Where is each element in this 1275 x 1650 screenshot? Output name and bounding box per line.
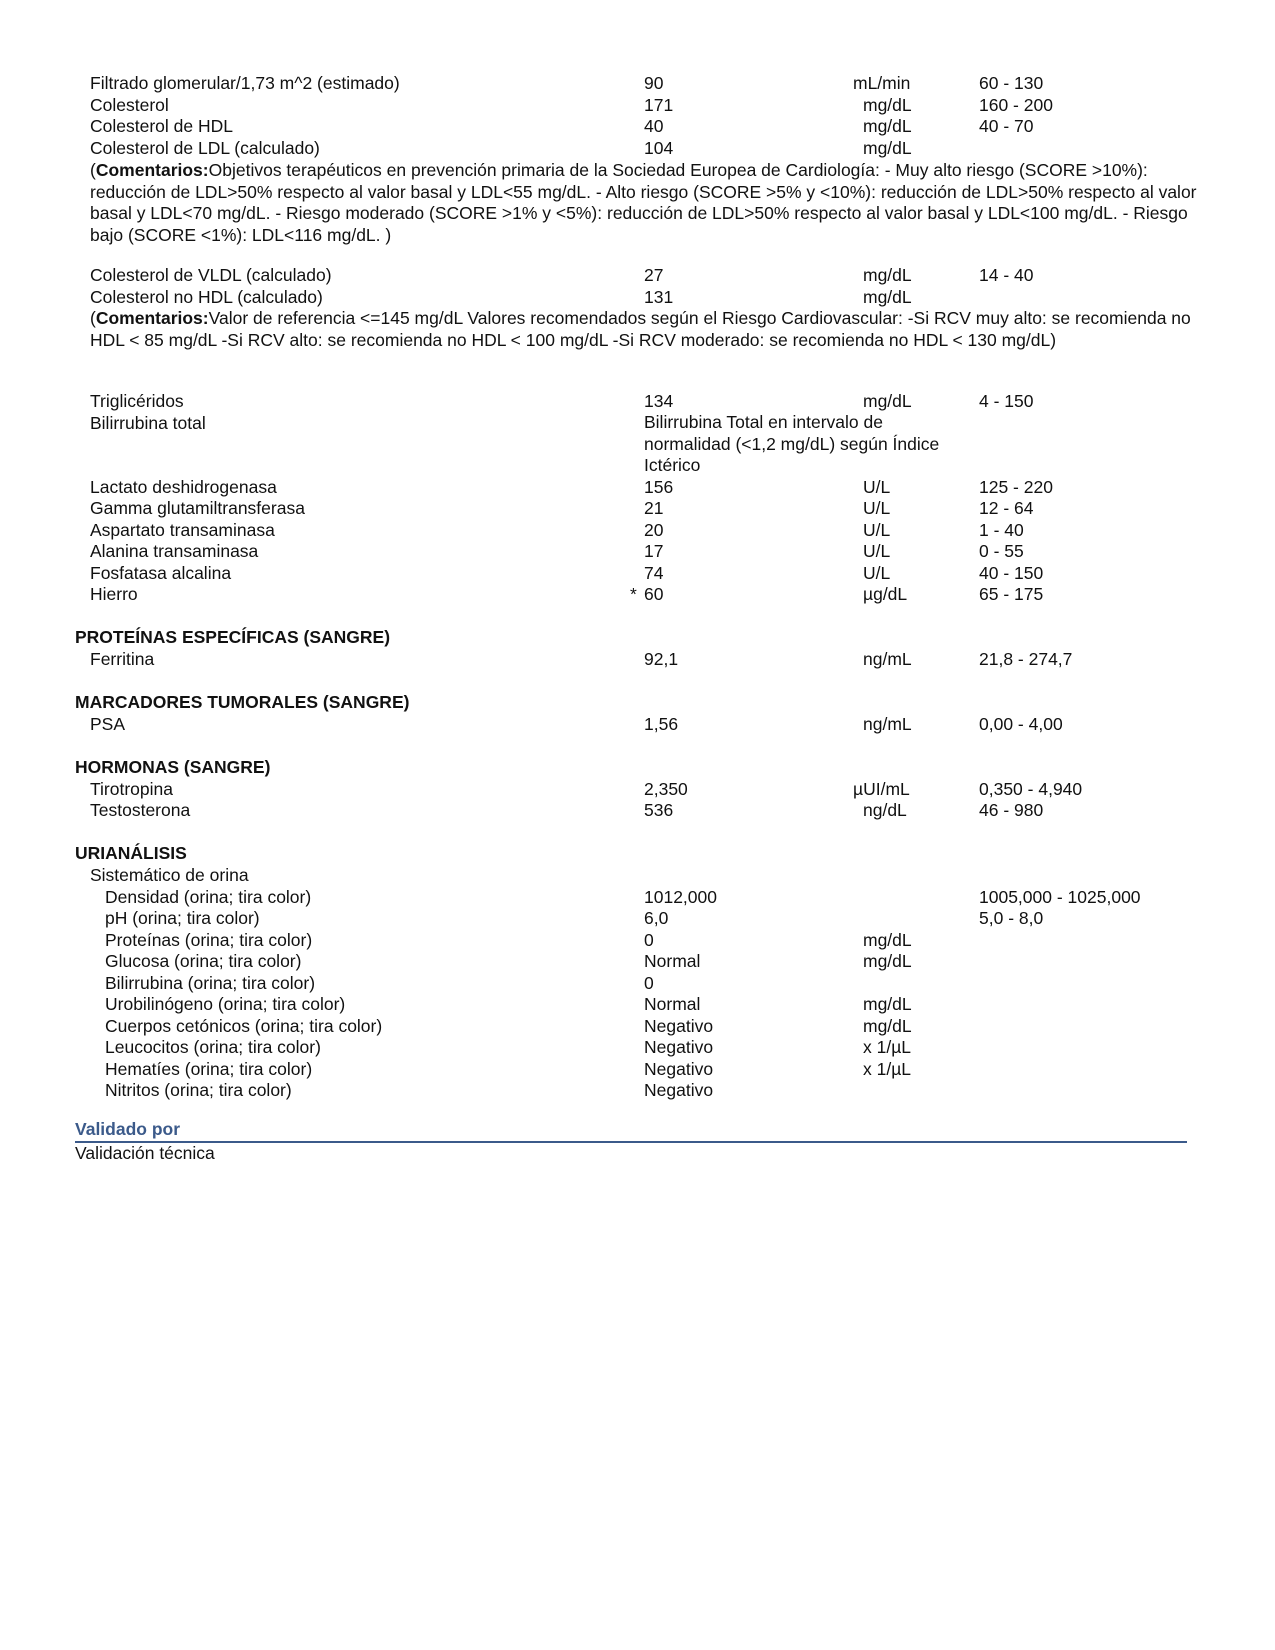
test-value: 131 xyxy=(644,287,674,307)
test-name: Colesterol de LDL (calculado) xyxy=(90,138,320,158)
test-name: Alanina transaminasa xyxy=(90,541,259,561)
test-range: 160 - 200 xyxy=(979,95,1053,115)
test-range: 0,00 - 4,00 xyxy=(979,714,1063,734)
test-range: 0 - 55 xyxy=(979,541,1024,561)
test-value: 104 xyxy=(644,138,674,158)
result-row xyxy=(105,972,1200,994)
test-unit: mg/dL xyxy=(863,287,912,307)
result-row xyxy=(90,519,1200,541)
test-value: Negativo xyxy=(644,1016,714,1036)
test-value: 0 xyxy=(644,930,654,950)
result-row xyxy=(90,562,1200,584)
test-value: Negativo xyxy=(644,1037,714,1057)
test-value: Normal xyxy=(644,994,701,1014)
test-unit: U/L xyxy=(863,477,891,497)
test-name: Urobilinógeno (orina; tira color) xyxy=(105,994,346,1014)
test-name: Ferritina xyxy=(90,649,155,669)
result-row xyxy=(105,1079,1200,1101)
test-range: 5,0 - 8,0 xyxy=(979,908,1044,928)
comment-no-hdl: (Comentarios:Valor de referencia <=145 mg/dL Valores recomendados según el Riesgo Cardiovascular: -Si RCV muy alto: se recomienda no HDL < 85 mg/dL -Si RCV alto: se recomienda no HDL < 100 mg/dL -Si RCV moderado: se recomienda no HDL < 130 mg/dL) xyxy=(90,308,1191,350)
test-name: pH (orina; tira color) xyxy=(105,908,260,928)
test-name: Colesterol de HDL xyxy=(90,116,233,136)
comment-text: Objetivos terapéuticos en prevención primaria de la Sociedad Europea de Cardiología: - Muy alto riesgo (SCORE >10%): reducción de LDL>50% respecto al valor basal y LDL<55 mg/dL. - Alto riesgo (SCORE >5% y <10%): reducción de LDL>50% respecto al valor basal y LDL<70 mg/dL. - Riesgo moderado (SCORE >1% y <5%): reducción de LDL>50% respecto al valor basal y LDL<100 mg/dL. - Riesgo bajo (SCORE <1%): LDL<116 mg/dL. ) xyxy=(90,160,1197,245)
test-unit: mg/dL xyxy=(863,116,912,136)
test-unit: mg/dL xyxy=(863,1016,912,1036)
test-range: 4 - 150 xyxy=(979,391,1034,411)
result-row xyxy=(90,137,1200,159)
test-value: 134 xyxy=(644,391,674,411)
test-value: 2,350 xyxy=(644,779,688,799)
result-row xyxy=(105,1036,1200,1058)
test-unit: mg/dL xyxy=(863,95,912,115)
test-name: Colesterol no HDL (calculado) xyxy=(90,287,323,307)
test-name: Aspartato transaminasa xyxy=(90,520,275,540)
result-row xyxy=(105,1015,1200,1037)
test-range: 1 - 40 xyxy=(979,520,1024,540)
test-name: Cuerpos cetónicos (orina; tira color) xyxy=(105,1016,383,1036)
test-name: Gamma glutamiltransferasa xyxy=(90,498,305,518)
test-value: 90 xyxy=(644,73,664,93)
result-row xyxy=(90,778,1200,800)
test-name: Lactato deshidrogenasa xyxy=(90,477,277,497)
test-unit: x 1/µL xyxy=(863,1037,912,1057)
result-row xyxy=(105,929,1200,951)
test-unit: ng/mL xyxy=(863,714,912,734)
test-range: 0,350 - 4,940 xyxy=(979,779,1083,799)
section-title: HORMONAS (SANGRE) xyxy=(75,757,271,777)
test-name: Bilirrubina (orina; tira color) xyxy=(105,973,316,993)
test-name: PSA xyxy=(90,714,126,734)
test-unit: mg/dL xyxy=(863,265,912,285)
test-range: 40 - 70 xyxy=(979,116,1034,136)
test-range: 60 - 130 xyxy=(979,73,1044,93)
test-name: Testosterona xyxy=(90,800,191,820)
test-name: Colesterol xyxy=(90,95,169,115)
validation-type: Validación técnica xyxy=(75,1143,215,1163)
test-name: Nitritos (orina; tira color) xyxy=(105,1080,292,1100)
test-unit: mg/dL xyxy=(863,930,912,950)
test-value: 1,56 xyxy=(644,714,679,734)
subsection-title: Sistemático de orina xyxy=(90,865,249,885)
section-title: MARCADORES TUMORALES (SANGRE) xyxy=(75,692,410,712)
result-row xyxy=(105,950,1200,972)
test-unit: U/L xyxy=(863,541,891,561)
result-row xyxy=(90,264,1200,286)
test-value: 171 xyxy=(644,95,674,115)
test-name: Leucocitos (orina; tira color) xyxy=(105,1037,321,1057)
test-name: Triglicéridos xyxy=(90,391,184,411)
test-value: Normal xyxy=(644,951,701,971)
test-range: 125 - 220 xyxy=(979,477,1053,497)
test-name: Densidad (orina; tira color) xyxy=(105,887,312,907)
test-value: Bilirrubina Total en intervalo de normalidad (<1,2 mg/dL) según Índice Ictérico xyxy=(644,412,940,475)
result-row xyxy=(90,94,1200,116)
section-title: PROTEÍNAS ESPECÍFICAS (SANGRE) xyxy=(75,627,391,647)
result-row-bilirrubina xyxy=(90,412,1200,478)
test-range: 65 - 175 xyxy=(979,584,1044,604)
test-name: Hematíes (orina; tira color) xyxy=(105,1059,313,1079)
result-row xyxy=(90,115,1200,137)
test-range: 12 - 64 xyxy=(979,498,1034,518)
result-row xyxy=(105,1058,1200,1080)
result-row xyxy=(105,993,1200,1015)
test-value: 1012,000 xyxy=(644,887,717,907)
section-title: URIANÁLISIS xyxy=(75,843,187,863)
test-range: 1005,000 - 1025,000 xyxy=(979,887,1141,907)
test-unit: mg/dL xyxy=(863,951,912,971)
test-range: 14 - 40 xyxy=(979,265,1034,285)
test-range: 46 - 980 xyxy=(979,800,1044,820)
test-unit: mg/dL xyxy=(863,391,912,411)
test-name: Colesterol de VLDL (calculado) xyxy=(90,265,332,285)
test-unit: U/L xyxy=(863,520,891,540)
result-row xyxy=(90,72,1200,94)
result-row xyxy=(90,648,1200,670)
result-row xyxy=(90,390,1200,412)
comment-text: Valor de referencia <=145 mg/dL Valores recomendados según el Riesgo Cardiovascular: -Si RCV muy alto: se recomienda no HDL < 85 mg/dL -Si RCV alto: se recomienda no HDL < 100 mg/dL -Si RCV moderado: se recomienda no HDL < 130 mg/dL) xyxy=(90,308,1191,350)
test-unit: µg/dL xyxy=(863,584,908,604)
test-value: 156 xyxy=(644,477,674,497)
test-value: 60 xyxy=(644,584,664,604)
test-name: Glucosa (orina; tira color) xyxy=(105,951,302,971)
test-unit: ng/dL xyxy=(863,800,907,820)
test-unit: mg/dL xyxy=(863,138,912,158)
result-row xyxy=(90,799,1200,821)
result-row xyxy=(90,583,1200,605)
test-range: 21,8 - 274,7 xyxy=(979,649,1073,669)
comment-label: Comentarios: xyxy=(95,308,209,328)
test-name: Filtrado glomerular/1,73 m^2 (estimado) xyxy=(90,73,400,93)
test-unit: ng/mL xyxy=(863,649,912,669)
test-unit: U/L xyxy=(863,563,891,583)
comment-ldl: (Comentarios:Objetivos terapéuticos en prevención primaria de la Sociedad Europea de Cardiología: - Muy alto riesgo (SCORE >10%): reducción de LDL>50% respecto al valor basal y LDL<55 mg/dL. - Alto riesgo (SCORE >5% y <10%): reducción de LDL>50% respecto al valor basal y LDL<70 mg/dL. - Riesgo moderado (SCORE >1% y <5%): reducción de LDL>50% respecto al valor basal y LDL<100 mg/dL. - Riesgo bajo (SCORE <1%): LDL<116 mg/dL. ) xyxy=(90,160,1197,245)
test-name: Proteínas (orina; tira color) xyxy=(105,930,313,950)
result-row xyxy=(105,907,1200,929)
test-name: Bilirrubina total xyxy=(90,413,206,433)
test-unit: mg/dL xyxy=(863,994,912,1014)
result-row xyxy=(90,540,1200,562)
abnormal-flag: * xyxy=(630,584,637,604)
result-row xyxy=(90,286,1200,308)
result-row xyxy=(105,886,1200,908)
test-value: 92,1 xyxy=(644,649,679,669)
test-name: Tirotropina xyxy=(90,779,173,799)
test-unit: mL/min xyxy=(853,73,911,93)
test-value: 536 xyxy=(644,800,674,820)
comment-label: Comentarios: xyxy=(95,160,209,180)
test-unit: x 1/µL xyxy=(863,1059,912,1079)
test-range: 40 - 150 xyxy=(979,563,1044,583)
test-value: 21 xyxy=(644,498,664,518)
test-value: 0 xyxy=(644,973,654,993)
test-value: Negativo xyxy=(644,1080,714,1100)
test-unit: U/L xyxy=(863,498,891,518)
result-row xyxy=(90,497,1200,519)
test-value: 20 xyxy=(644,520,664,540)
test-name: Hierro xyxy=(90,584,138,604)
result-row xyxy=(90,713,1200,735)
test-value: Negativo xyxy=(644,1059,714,1079)
test-value: 27 xyxy=(644,265,664,285)
test-value: 74 xyxy=(644,563,664,583)
test-value: 40 xyxy=(644,116,664,136)
validated-by-heading: Validado por xyxy=(75,1118,1187,1143)
test-value: 17 xyxy=(644,541,664,561)
test-value: 6,0 xyxy=(644,908,669,928)
test-name: Fosfatasa alcalina xyxy=(90,563,232,583)
result-row xyxy=(90,476,1200,498)
test-unit: µUI/mL xyxy=(853,779,910,799)
